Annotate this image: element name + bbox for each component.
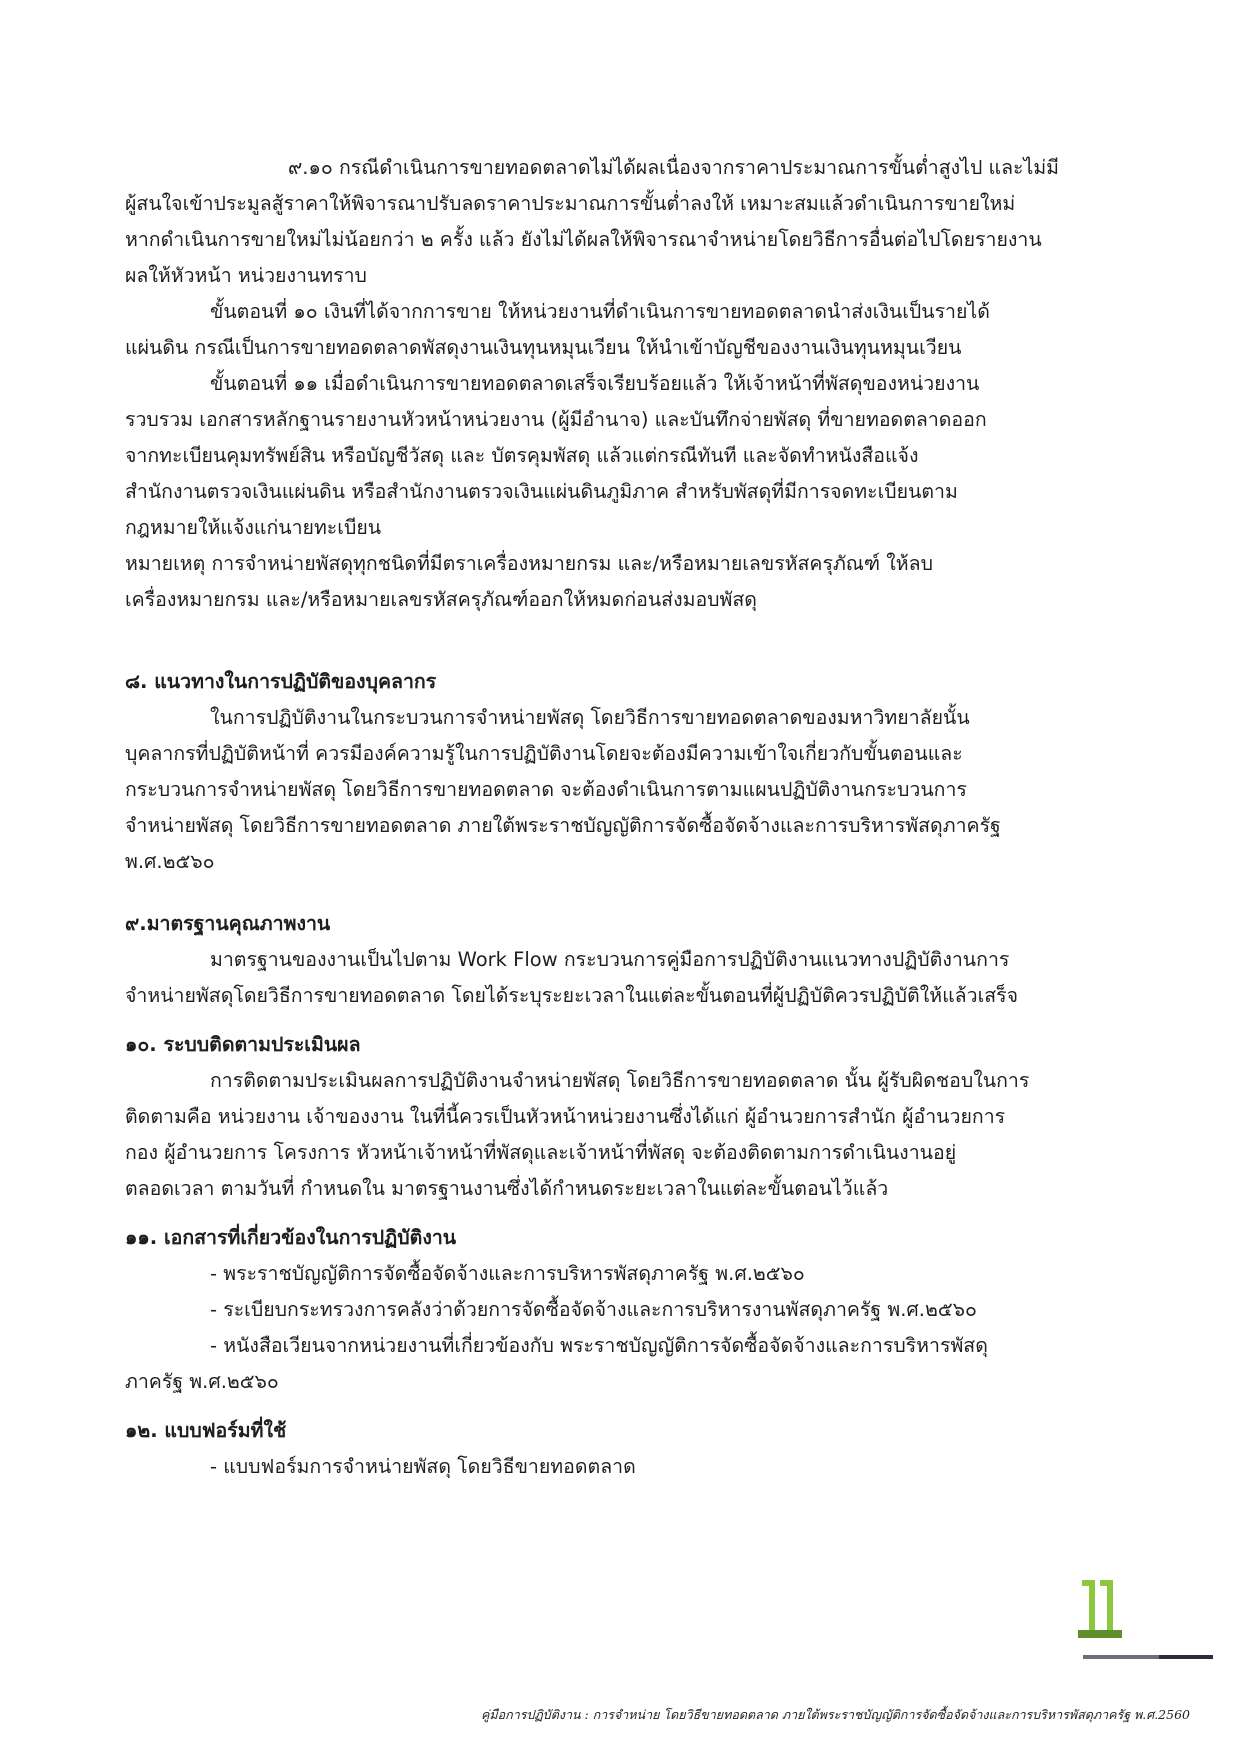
reference-list-item-continuation: ภาครัฐ พ.ศ.๒๕๖๐: [125, 1370, 279, 1393]
step-10-line: แผ่นดิน กรณีเป็นการขายทอดตลาดพัสดุงานเงินทุนหมุนเวียน ให้นำเข้าบัญชีของงานเงินทุนหมุนเวียน: [125, 336, 962, 359]
section-8-line: กระบวนการจำหน่ายพัสดุ โดยวิธีการขายทอดตลาด จะต้องดำเนินการตามแผนปฏิบัติงานกระบวนการ: [125, 778, 967, 801]
section-8-heading: ๘. แนวทางในการปฏิบัติของบุคลากร: [125, 670, 437, 693]
reference-list-item: - พระราชบัญญัติการจัดซื้อจัดจ้างและการบริหารพัสดุภาครัฐ พ.ศ.๒๕๖๐: [210, 1262, 805, 1285]
section-10-line: กอง ผู้อำนวยการ โครงการ หัวหน้าเจ้าหน้าที่พัสดุและเจ้าหน้าที่พัสดุ จะต้องติดตามการดำเนินงานอยู่: [125, 1141, 957, 1164]
step-11-line: สำนักงานตรวจเงินแผ่นดิน หรือสำนักงานตรวจเงินแผ่นดินภูมิภาค สำหรับพัสดุที่มีการจดทะเบียนตาม: [125, 480, 958, 503]
section-8-line: ในการปฏิบัติงานในกระบวนการจำหน่ายพัสดุ โดยวิธีการขายทอดตลาดของมหาวิทยาลัยนั้น: [210, 706, 970, 729]
paragraph-line: หากดำเนินการขายใหม่ไม่น้อยกว่า ๒ ครั้ง แล้ว ยังไม่ได้ผลให้พิจารณาจำหน่ายโดยวิธีการอื่นต่อไปโดยรายงาน: [125, 228, 1042, 251]
section-10-heading: ๑๐. ระบบติดตามประเมินผล: [125, 1033, 361, 1056]
section-11-heading: ๑๑. เอกสารที่เกี่ยวข้องในการปฏิบัติงาน: [125, 1226, 457, 1249]
page-footer: คู่มือการปฏิบัติงาน : การจำหน่าย โดยวิธีขายทอดตลาด ภายใต้พระราชบัญญัติการจัดซื้อจัดจ้างและการบริหารพัสดุภาครัฐ พ.ศ.2560: [481, 1707, 1190, 1722]
section-9-heading: ๙.มาตรฐานคุณภาพงาน: [125, 912, 331, 935]
section-9-line: จำหน่ายพัสดุโดยวิธีการขายทอดตลาด โดยได้ระบุระยะเวลาในแต่ละขั้นตอนที่ผู้ปฏิบัติควรปฏิบัติให้แล้วเสร็จ: [125, 984, 1019, 1007]
note-line: หมายเหตุ การจำหน่ายพัสดุทุกชนิดที่มีตราเครื่องหมายกรม และ/หรือหมายเลขรหัสครุภัณฑ์ ให้ลบ: [125, 552, 933, 575]
reference-list-item: - ระเบียบกระทรวงการคลังว่าด้วยการจัดซื้อจัดจ้างและการบริหารงานพัสดุภาครัฐ พ.ศ.๒๕๖๐: [210, 1298, 977, 1321]
reference-list-item: - หนังสือเวียนจากหน่วยงานที่เกี่ยวข้องกับ พระราชบัญญัติการจัดซื้อจัดจ้างและการบริหารพัสดุ: [210, 1334, 988, 1357]
page-number-underline-accent: [1083, 1655, 1159, 1659]
section-9-line: มาตรฐานของงานเป็นไปตาม Work Flow กระบวนการคู่มือการปฏิบัติงานแนวทางปฏิบัติงานการ: [210, 948, 1010, 971]
form-list-item: - แบบฟอร์มการจำหน่ายพัสดุ โดยวิธีขายทอดตลาด: [210, 1455, 636, 1478]
page-number-underline: [1083, 1655, 1213, 1659]
section-8-line: จำหน่ายพัสดุ โดยวิธีการขายทอดตลาด ภายใต้พระราชบัญญัติการจัดซื้อจัดจ้างและการบริหารพัสดุภาครัฐ: [125, 814, 1001, 837]
step-11-line: รวบรวม เอกสารหลักฐานรายงานหัวหน้าหน่วยงาน (ผู้มีอำนาจ) และบันทึกจ่ายพัสดุ ที่ขายทอดตลาดออก: [125, 408, 987, 431]
step-11-line: กฎหมายให้แจ้งแก่นายทะเบียน: [125, 516, 382, 539]
section-10-line: ตลอดเวลา ตามวันที่ กำหนดใน มาตรฐานงานซึ่งได้กำหนดระยะเวลาในแต่ละขั้นตอนไว้แล้ว: [125, 1177, 889, 1200]
section-12-heading: ๑๒. แบบฟอร์มที่ใช้: [125, 1419, 287, 1442]
step-11-line: จากทะเบียนคุมทรัพย์สิน หรือบัญชีวัสดุ และ บัตรคุมพัสดุ แล้วแต่กรณีทันที และจัดทำหนังสือแจ้ง: [125, 444, 919, 467]
section-8-line: พ.ศ.๒๕๖๐: [125, 850, 215, 873]
step-11-line: ขั้นตอนที่ ๑๑ เมื่อดำเนินการขายทอดตลาดเสร็จเรียบร้อยแล้ว ให้เจ้าหน้าที่พัสดุของหน่วยงาน: [210, 372, 980, 395]
step-10-line: ขั้นตอนที่ ๑๐ เงินที่ได้จากการขาย ให้หน่วยงานที่ดำเนินการขายทอดตลาดนำส่งเงินเป็นรายได้: [210, 300, 990, 323]
section-10-line: ติดตามคือ หน่วยงาน เจ้าของงาน ในที่นี้ควรเป็นหัวหน้าหน่วยงานซึ่งได้แก่ ผู้อำนวยการสำนัก ผู้อำนวยการ: [125, 1105, 1006, 1128]
paragraph-line: ๙.๑๐ กรณีดำเนินการขายทอดตลาดไม่ได้ผลเนื่องจากราคาประมาณการขั้นต่ำสูงไป และไม่มี: [288, 156, 1060, 179]
page-number-icon: [1078, 1572, 1126, 1642]
note-line: เครื่องหมายกรม และ/หรือหมายเลขรหัสครุภัณฑ์ออกให้หมดก่อนส่งมอบพัสดุ: [125, 588, 757, 611]
paragraph-line: ผู้สนใจเข้าประมูลสู้ราคาให้พิจารณาปรับลดราคาประมาณการขั้นต่ำลงให้ เหมาะสมแล้วดำเนินการขายใหม่: [125, 192, 1016, 215]
document-body: [125, 150, 1080, 1485]
paragraph-line: ผลให้หัวหน้า หน่วยงานทราบ: [125, 264, 367, 287]
section-8-line: บุคลากรที่ปฏิบัติหน้าที่ ควรมีองค์ความรู้ในการปฏิบัติงานโดยจะต้องมีความเข้าใจเกี่ยวกับขั้นตอนและ: [125, 742, 963, 765]
section-10-line: การติดตามประเมินผลการปฏิบัติงานจำหน่ายพัสดุ โดยวิธีการขายทอดตลาด นั้น ผู้รับผิดชอบในการ: [210, 1069, 1030, 1092]
page-number-badge: [1078, 1572, 1126, 1642]
